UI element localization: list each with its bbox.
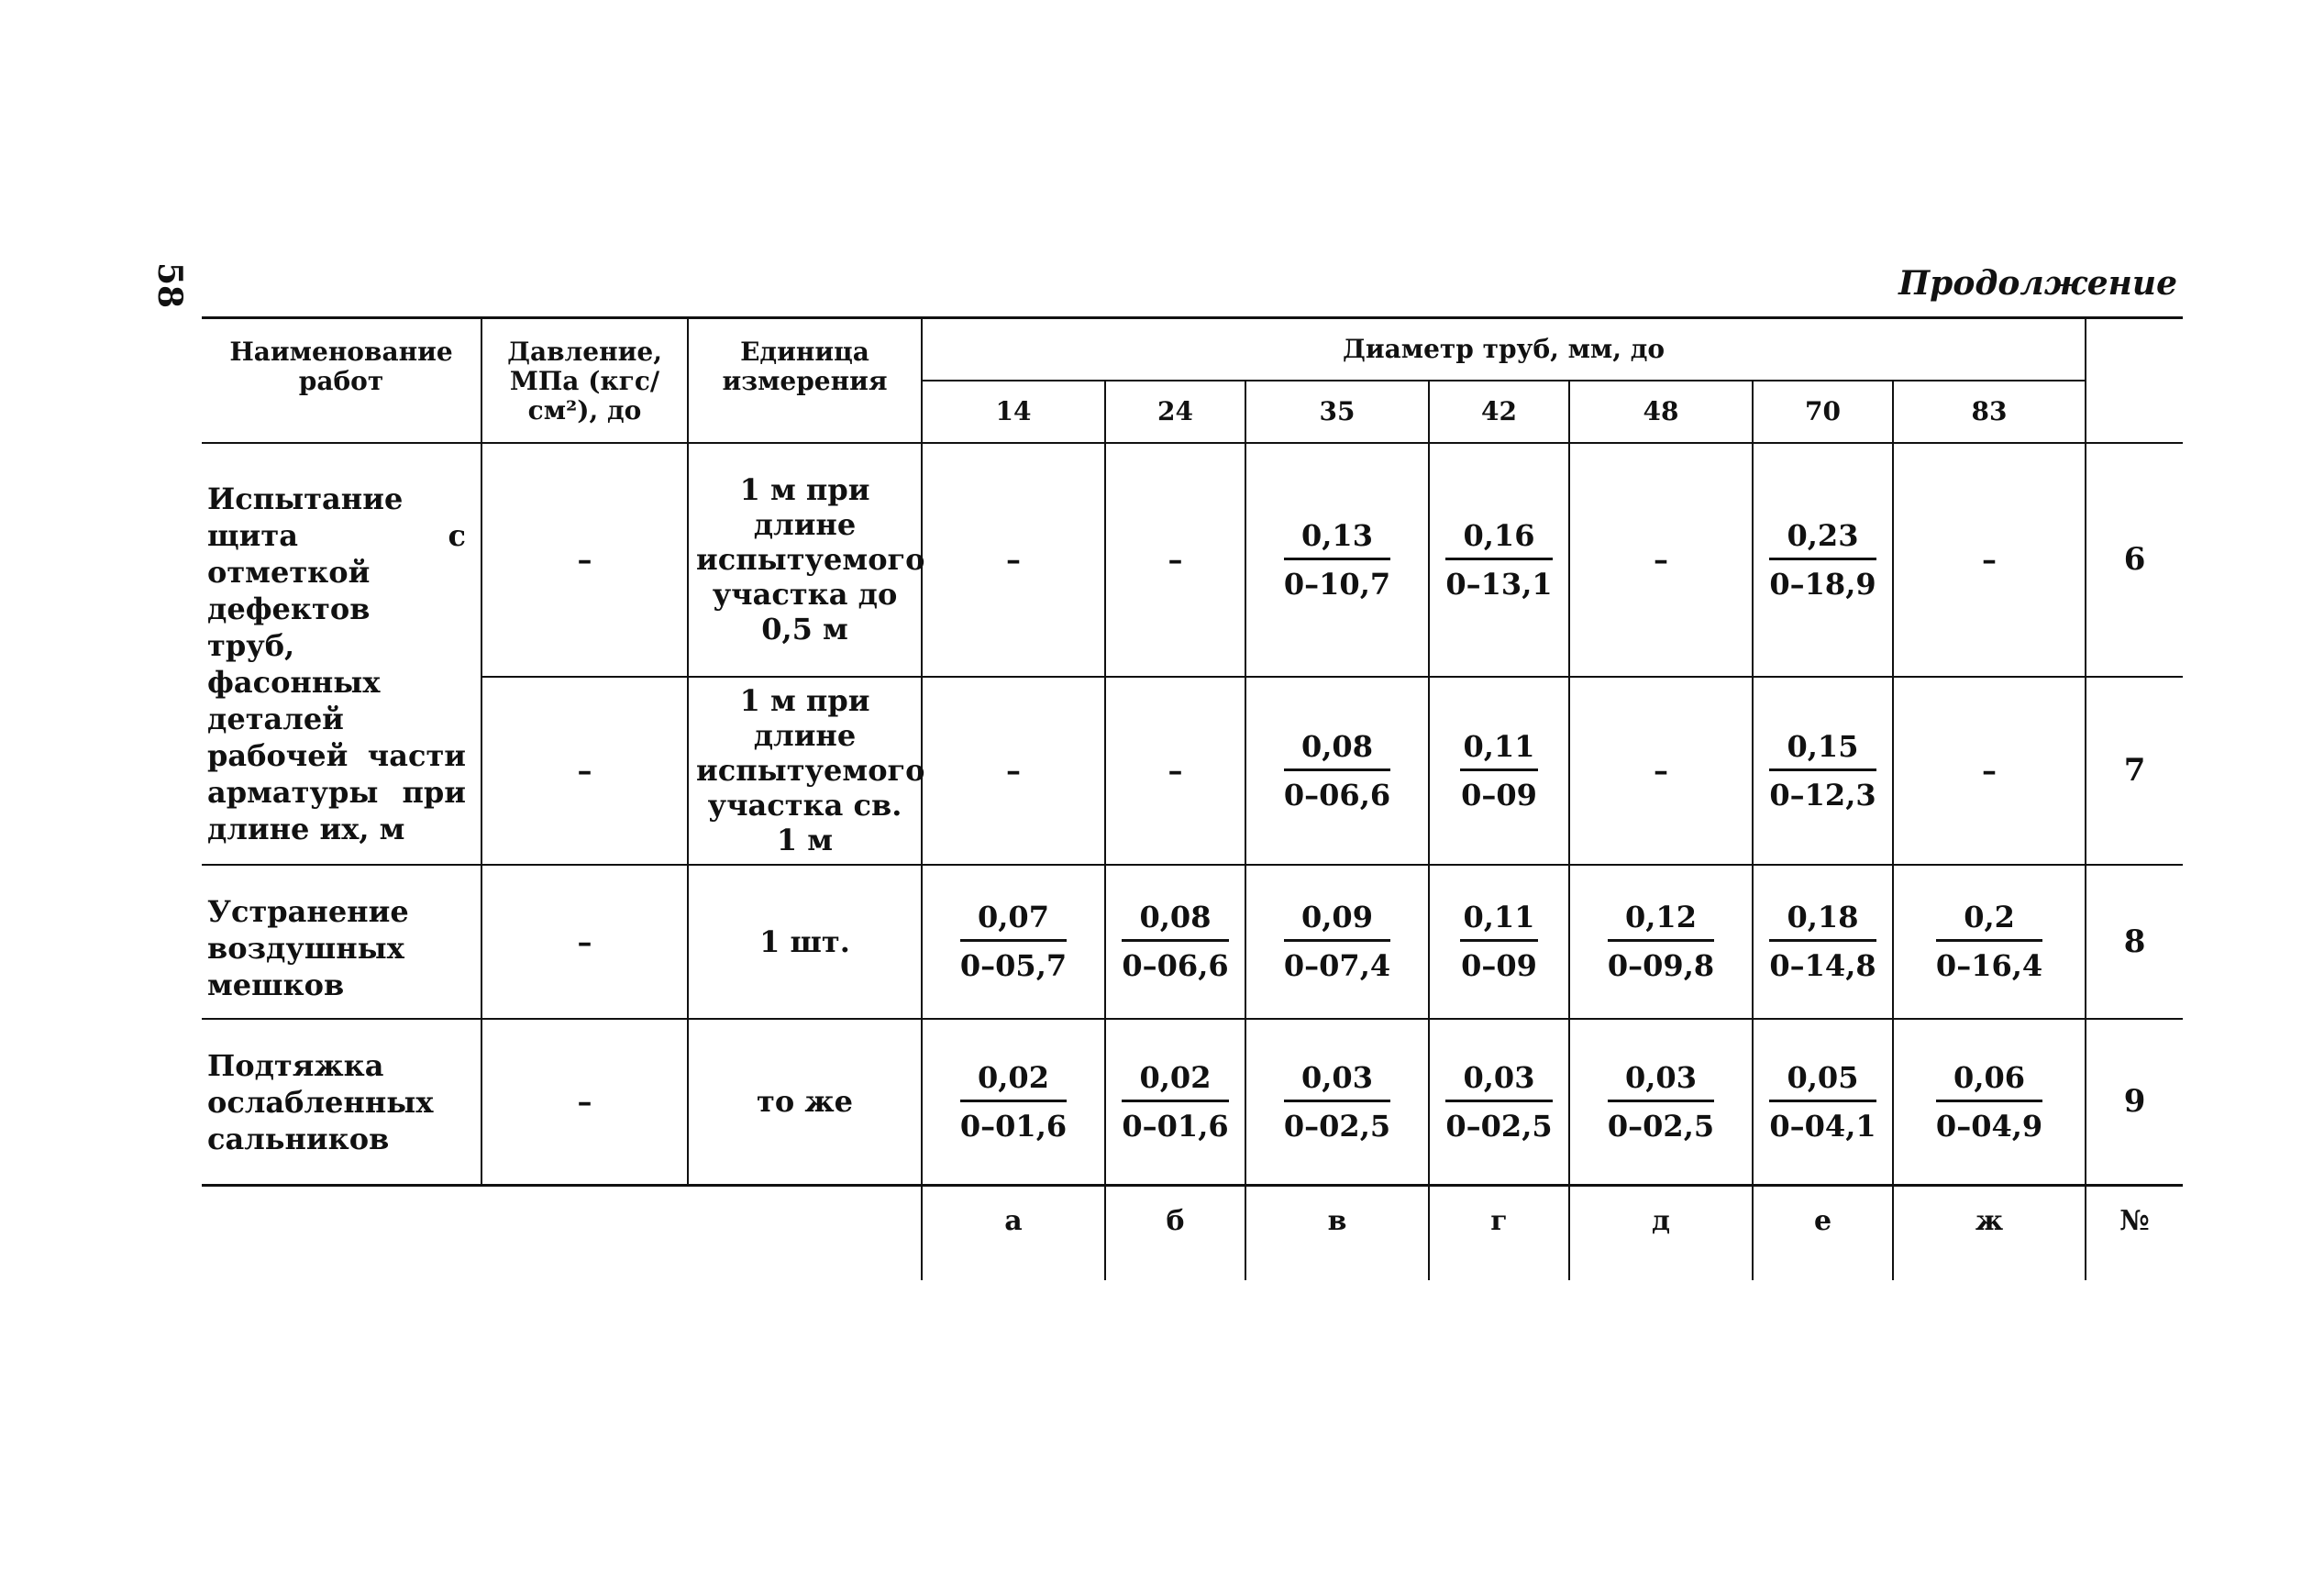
row-number: 8 bbox=[2086, 865, 2183, 1019]
header-diameter-70: 70 bbox=[1753, 381, 1893, 443]
fraction-numerator: 0,09 bbox=[1284, 897, 1390, 942]
fraction-value bbox=[1460, 726, 1539, 815]
dash-value: – bbox=[1982, 753, 1998, 788]
column-letter: а bbox=[922, 1186, 1105, 1281]
value-cell bbox=[1245, 1019, 1429, 1186]
fraction-denominator: 0–18,9 bbox=[1769, 566, 1876, 602]
pressure-cell: – bbox=[481, 1019, 688, 1186]
fraction-value bbox=[1769, 1057, 1876, 1146]
fraction-numerator: 0,06 bbox=[1936, 1057, 2042, 1102]
fraction-value bbox=[1608, 1057, 1714, 1146]
fraction-denominator: 0–01,6 bbox=[1122, 1108, 1229, 1144]
column-letter: б bbox=[1105, 1186, 1245, 1281]
unit-cell: 1 м при длине испытуемого участка до 0,5 м bbox=[688, 443, 922, 677]
header-diameter-83: 83 bbox=[1893, 381, 2086, 443]
header-diameter-24: 24 bbox=[1105, 381, 1245, 443]
fraction-denominator: 0–13,1 bbox=[1445, 566, 1553, 602]
dash-value: – bbox=[1168, 542, 1183, 577]
fraction-denominator: 0–02,5 bbox=[1283, 1108, 1391, 1144]
value-cell bbox=[1105, 1019, 1245, 1186]
fraction-denominator: 0–09 bbox=[1461, 777, 1537, 813]
pressure-cell: – bbox=[481, 865, 688, 1019]
dash-value: – bbox=[1168, 753, 1183, 788]
value-cell bbox=[1429, 1019, 1569, 1186]
value-cell bbox=[922, 677, 1105, 865]
fraction-numerator: 0,2 bbox=[1936, 897, 2042, 942]
fraction-value bbox=[1936, 897, 2042, 986]
pressure-cell: – bbox=[481, 677, 688, 865]
fraction-numerator: 0,03 bbox=[1284, 1057, 1390, 1102]
fraction-denominator: 0–12,3 bbox=[1769, 777, 1876, 813]
row-number: 9 bbox=[2086, 1019, 2183, 1186]
fraction-denominator: 0–04,9 bbox=[1935, 1108, 2043, 1144]
fraction-value bbox=[1445, 1057, 1552, 1146]
continuation-label: Продолжение bbox=[1898, 264, 2177, 303]
fraction-value bbox=[1460, 897, 1539, 986]
dash-value: – bbox=[1654, 753, 1668, 788]
fraction-denominator: 0–10,7 bbox=[1283, 566, 1391, 602]
header-diameter-35: 35 bbox=[1245, 381, 1429, 443]
table-row bbox=[202, 865, 2183, 1019]
fraction-value bbox=[1769, 515, 1876, 604]
fraction-denominator: 0–09 bbox=[1461, 948, 1537, 983]
fraction-value bbox=[960, 1057, 1067, 1146]
dash-value: – bbox=[1006, 753, 1021, 788]
fraction-value bbox=[1445, 515, 1552, 604]
value-cell bbox=[1893, 443, 2086, 677]
fraction-value bbox=[1284, 515, 1390, 604]
value-cell bbox=[1569, 677, 1753, 865]
value-cell bbox=[1429, 677, 1569, 865]
value-cell bbox=[1105, 677, 1245, 865]
norms-table bbox=[202, 316, 2183, 1280]
work-name-cell: Устранение воздушных мешков bbox=[202, 865, 481, 1019]
fraction-numerator: 0,11 bbox=[1460, 726, 1539, 771]
value-cell bbox=[1245, 677, 1429, 865]
fraction-numerator: 0,03 bbox=[1445, 1057, 1552, 1102]
header-number-column bbox=[2086, 318, 2183, 443]
fraction-denominator: 0–02,5 bbox=[1445, 1108, 1553, 1144]
table-row bbox=[202, 443, 2183, 677]
value-cell bbox=[1429, 443, 1569, 677]
fraction-denominator: 0–16,4 bbox=[1935, 948, 2043, 983]
value-cell bbox=[1105, 865, 1245, 1019]
value-cell bbox=[922, 1019, 1105, 1186]
value-cell bbox=[1753, 677, 1893, 865]
fraction-denominator: 0–02,5 bbox=[1607, 1108, 1715, 1144]
column-letter: г bbox=[1429, 1186, 1569, 1281]
column-letter: е bbox=[1753, 1186, 1893, 1281]
fraction-denominator: 0–05,7 bbox=[959, 948, 1068, 983]
work-name-cell: Испытание щита с отметкой дефектов труб, фасонных деталей рабочей части арматуры при длине их, м bbox=[202, 443, 481, 865]
header-diameter-42: 42 bbox=[1429, 381, 1569, 443]
fraction-numerator: 0,08 bbox=[1284, 726, 1390, 771]
table-row bbox=[202, 1019, 2183, 1186]
fraction-value bbox=[1284, 726, 1390, 815]
value-cell bbox=[1245, 865, 1429, 1019]
fraction-numerator: 0,03 bbox=[1608, 1057, 1714, 1102]
fraction-numerator: 0,02 bbox=[960, 1057, 1067, 1102]
work-name-cell: Подтяжка ослабленных сальников bbox=[202, 1019, 481, 1186]
column-letter: д bbox=[1569, 1186, 1753, 1281]
fraction-value bbox=[1122, 897, 1228, 986]
unit-cell: то же bbox=[688, 1019, 922, 1186]
fraction-numerator: 0,12 bbox=[1608, 897, 1714, 942]
value-cell bbox=[1245, 443, 1429, 677]
header-diameter: Диаметр труб, мм, до bbox=[922, 318, 2086, 381]
value-cell bbox=[1753, 443, 1893, 677]
dash-value: – bbox=[1982, 542, 1998, 577]
fraction-value bbox=[1122, 1057, 1228, 1146]
fraction-denominator: 0–09,8 bbox=[1607, 948, 1715, 983]
value-cell bbox=[1105, 443, 1245, 677]
column-letter: ж bbox=[1893, 1186, 2086, 1281]
table-row bbox=[202, 677, 2183, 865]
fraction-denominator: 0–07,4 bbox=[1283, 948, 1391, 983]
value-cell bbox=[1429, 865, 1569, 1019]
fraction-numerator: 0,07 bbox=[960, 897, 1067, 942]
fraction-value bbox=[960, 897, 1067, 986]
page-number: 58 bbox=[150, 261, 190, 309]
fraction-numerator: 0,05 bbox=[1769, 1057, 1876, 1102]
fraction-numerator: 0,13 bbox=[1284, 515, 1390, 560]
number-sign: № bbox=[2086, 1186, 2183, 1281]
value-cell bbox=[1893, 1019, 2086, 1186]
fraction-numerator: 0,08 bbox=[1122, 897, 1228, 942]
fraction-numerator: 0,15 bbox=[1769, 726, 1876, 771]
fraction-value bbox=[1769, 897, 1876, 986]
dash-value: – bbox=[1654, 542, 1668, 577]
header-diameter-48: 48 bbox=[1569, 381, 1753, 443]
value-cell bbox=[1569, 865, 1753, 1019]
row-number: 7 bbox=[2086, 677, 2183, 865]
value-cell bbox=[1569, 443, 1753, 677]
fraction-numerator: 0,16 bbox=[1445, 515, 1552, 560]
value-cell bbox=[1893, 677, 2086, 865]
pressure-cell: – bbox=[481, 443, 688, 677]
fraction-denominator: 0–04,1 bbox=[1769, 1108, 1876, 1144]
value-cell bbox=[1753, 865, 1893, 1019]
fraction-numerator: 0,11 bbox=[1460, 897, 1539, 942]
value-cell bbox=[1753, 1019, 1893, 1186]
fraction-denominator: 0–14,8 bbox=[1769, 948, 1876, 983]
fraction-numerator: 0,02 bbox=[1122, 1057, 1228, 1102]
fraction-value bbox=[1284, 897, 1390, 986]
fraction-value bbox=[1769, 726, 1876, 815]
fraction-denominator: 0–06,6 bbox=[1283, 777, 1391, 813]
value-cell bbox=[922, 443, 1105, 677]
value-cell bbox=[1569, 1019, 1753, 1186]
value-cell bbox=[922, 865, 1105, 1019]
dash-value: – bbox=[1006, 542, 1021, 577]
column-letter: в bbox=[1245, 1186, 1429, 1281]
fraction-denominator: 0–01,6 bbox=[959, 1108, 1068, 1144]
fraction-value bbox=[1936, 1057, 2042, 1146]
fraction-value bbox=[1608, 897, 1714, 986]
fraction-numerator: 0,18 bbox=[1769, 897, 1876, 942]
column-letters-row bbox=[202, 1186, 2183, 1281]
header-pressure: Давление, МПа (кгс/см²), до bbox=[481, 318, 688, 443]
fraction-numerator: 0,23 bbox=[1769, 515, 1876, 560]
header-unit: Единица измерения bbox=[688, 318, 922, 443]
value-cell bbox=[1893, 865, 2086, 1019]
header-diameter-14: 14 bbox=[922, 381, 1105, 443]
letters-blank bbox=[202, 1186, 922, 1281]
unit-cell: 1 м при длине испытуемого участка св. 1 м bbox=[688, 677, 922, 865]
header-work-name: Наименование работ bbox=[202, 318, 481, 443]
fraction-denominator: 0–06,6 bbox=[1122, 948, 1229, 983]
row-number: 6 bbox=[2086, 443, 2183, 677]
unit-cell: 1 шт. bbox=[688, 865, 922, 1019]
fraction-value bbox=[1284, 1057, 1390, 1146]
